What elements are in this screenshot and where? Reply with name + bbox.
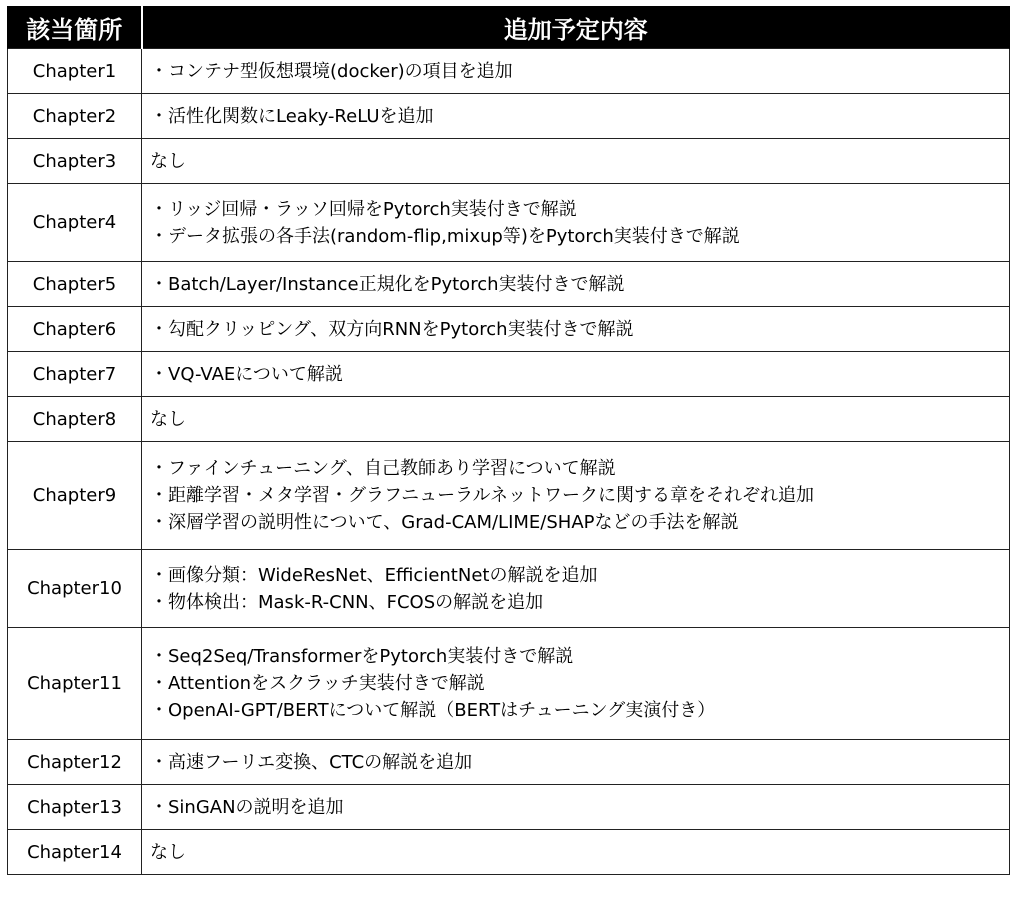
content-line: ・勾配クリッピング、双方向RNNをPytorch実装付きで解説 [150, 318, 634, 340]
changes-table [7, 6, 1010, 875]
chapter-cell: Chapter2 [8, 94, 142, 139]
chapter-cell: Chapter3 [8, 139, 142, 184]
content-cell [142, 49, 1010, 94]
table-row [8, 785, 1010, 830]
chapter-cell: Chapter9 [8, 442, 142, 550]
content-cell [142, 740, 1010, 785]
table-row [8, 307, 1010, 352]
content-cell [142, 785, 1010, 830]
table-row [8, 49, 1010, 94]
content-cell [142, 139, 1010, 184]
content-line: なし [150, 841, 186, 863]
content-line: ・データ拡張の各手法(random-flip,mixup等)をPytorch実装付きで解説 [150, 225, 740, 247]
table-row [8, 628, 1010, 740]
content-line: ・SinGANの説明を追加 [150, 796, 344, 818]
chapter-cell: Chapter5 [8, 262, 142, 307]
chapter-cell: Chapter8 [8, 397, 142, 442]
table-row [8, 550, 1010, 628]
header-planned-content: 追加予定内容 [142, 6, 1010, 49]
content-cell [142, 442, 1010, 550]
content-line: なし [150, 150, 186, 172]
table-row [8, 139, 1010, 184]
table-row [8, 830, 1010, 875]
chapter-cell: Chapter6 [8, 307, 142, 352]
table-row [8, 184, 1010, 262]
content-line: ・リッジ回帰・ラッソ回帰をPytorch実装付きで解説 [150, 198, 577, 220]
content-cell [142, 94, 1010, 139]
content-line: ・ファインチューニング、自己教師あり学習について解説 [150, 458, 616, 479]
content-cell [142, 830, 1010, 875]
content-cell [142, 352, 1010, 397]
chapter-cell: Chapter1 [8, 49, 142, 94]
content-line: ・コンテナ型仮想環境(docker)の項目を追加 [150, 60, 513, 82]
content-cell [142, 307, 1010, 352]
chapter-cell: Chapter10 [8, 550, 142, 628]
content-line: ・Batch/Layer/Instance正規化をPytorch実装付きで解説 [150, 273, 625, 295]
chapter-cell: Chapter7 [8, 352, 142, 397]
content-cell [142, 184, 1010, 262]
content-line: ・Seq2Seq/TransformerをPytorch実装付きで解説 [150, 646, 574, 667]
content-line: ・物体検出：Mask-R-CNN、FCOSの解説を追加 [150, 591, 544, 613]
content-cell [142, 550, 1010, 628]
content-line: ・距離学習・メタ学習・グラフニューラルネットワークに関する章をそれぞれ追加 [150, 485, 815, 506]
content-cell [142, 397, 1010, 442]
content-line: ・画像分類：WideResNet、EfficientNetの解説を追加 [150, 564, 598, 586]
content-line: ・Attentionをスクラッチ実装付きで解説 [150, 673, 485, 694]
table-row [8, 442, 1010, 550]
content-line: ・深層学習の説明性について、Grad-CAM/LIME/SHAPなどの手法を解説 [150, 512, 739, 533]
content-line: ・活性化関数にLeaky-ReLUを追加 [150, 105, 434, 127]
header-location: 該当箇所 [8, 6, 142, 49]
chapter-cell: Chapter4 [8, 184, 142, 262]
table-row [8, 262, 1010, 307]
content-line: ・OpenAI-GPT/BERTについて解説（BERTはチューニング実演付き） [150, 700, 716, 721]
table-row [8, 740, 1010, 785]
table-row [8, 94, 1010, 139]
table-row [8, 352, 1010, 397]
content-cell [142, 628, 1010, 740]
header-row [8, 6, 1010, 49]
content-line: ・高速フーリエ変換、CTCの解説を追加 [150, 751, 473, 773]
chapter-cell: Chapter13 [8, 785, 142, 830]
chapter-cell: Chapter12 [8, 740, 142, 785]
content-cell [142, 262, 1010, 307]
content-line: なし [150, 408, 186, 430]
chapter-cell: Chapter14 [8, 830, 142, 875]
chapter-cell: Chapter11 [8, 628, 142, 740]
table-row [8, 397, 1010, 442]
content-line: ・VQ-VAEについて解説 [150, 363, 343, 385]
